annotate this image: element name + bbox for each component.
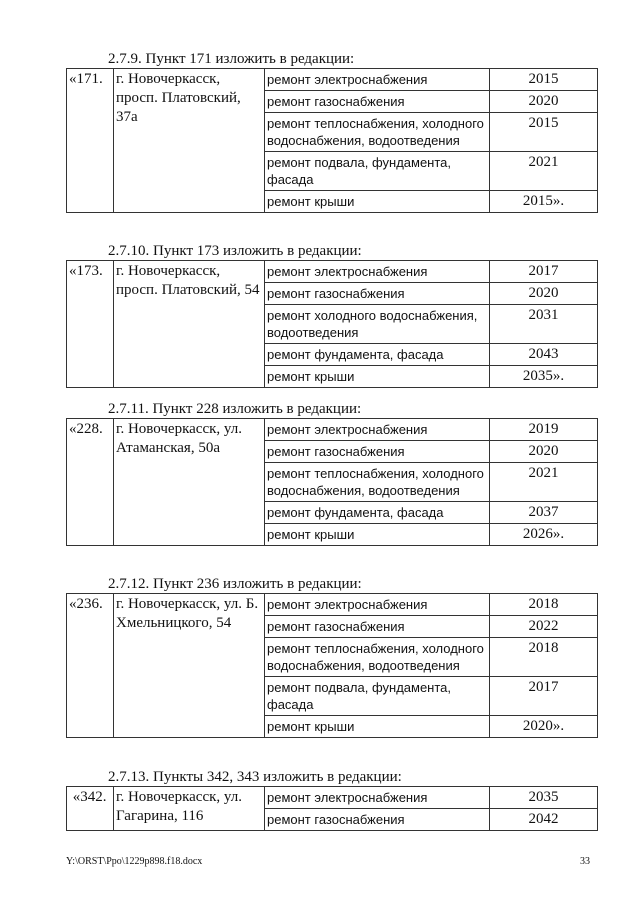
work-cell: ремонт электроснабжения — [265, 787, 490, 809]
work-cell: ремонт крыши — [265, 191, 490, 213]
work-cell: ремонт электроснабжения — [265, 419, 490, 441]
item-address: г. Новочеркасск, просп. Платовский, 37а — [114, 69, 265, 213]
year-cell: 2031 — [490, 305, 598, 344]
work-cell: ремонт газоснабжения — [265, 616, 490, 638]
work-cell: ремонт газоснабжения — [265, 283, 490, 305]
work-cell: ремонт подвала, фундамента, фасада — [265, 152, 490, 191]
work-cell: ремонт электроснабжения — [265, 69, 490, 91]
section-heading: 2.7.11. Пункт 228 изложить в редакции: — [108, 401, 362, 417]
work-cell: ремонт фундамента, фасада — [265, 502, 490, 524]
year-cell: 2015». — [490, 191, 598, 213]
work-cell: ремонт подвала, фундамента, фасада — [265, 677, 490, 716]
item-number: «171. — [67, 69, 114, 213]
section-table-342 — [66, 786, 598, 831]
work-cell: ремонт газоснабжения — [265, 441, 490, 463]
work-cell: ремонт газоснабжения — [265, 91, 490, 113]
section-heading: 2.7.13. Пункты 342, 343 изложить в редакции: — [108, 769, 402, 785]
year-cell: 2043 — [490, 344, 598, 366]
item-address: г. Новочеркасск, ул. Б. Хмельницкого, 54 — [114, 594, 265, 738]
work-cell: ремонт крыши — [265, 366, 490, 388]
work-cell: ремонт крыши — [265, 524, 490, 546]
year-cell: 2035». — [490, 366, 598, 388]
year-cell: 2015 — [490, 69, 598, 91]
work-cell: ремонт электроснабжения — [265, 261, 490, 283]
year-cell: 2020 — [490, 91, 598, 113]
year-cell: 2019 — [490, 419, 598, 441]
year-cell: 2021 — [490, 463, 598, 502]
year-cell: 2020 — [490, 283, 598, 305]
year-cell: 2037 — [490, 502, 598, 524]
item-address: г. Новочеркасск, ул. Атаманская, 50а — [114, 419, 265, 546]
work-cell: ремонт теплоснабжения, холодного водоснабжения, водоотведения — [265, 113, 490, 152]
work-cell: ремонт крыши — [265, 716, 490, 738]
year-cell: 2026». — [490, 524, 598, 546]
year-cell: 2015 — [490, 113, 598, 152]
item-number: «342. — [67, 787, 114, 831]
section-table-171 — [66, 68, 598, 213]
section-table-236 — [66, 593, 598, 738]
year-cell: 2020 — [490, 441, 598, 463]
work-cell: ремонт холодного водоснабжения, водоотведения — [265, 305, 490, 344]
year-cell: 2021 — [490, 152, 598, 191]
section-table-228 — [66, 418, 598, 546]
section-heading: 2.7.9. Пункт 171 изложить в редакции: — [108, 51, 355, 67]
section-table-173 — [66, 260, 598, 388]
work-cell: ремонт фундамента, фасада — [265, 344, 490, 366]
page-number: 33 — [580, 856, 590, 867]
year-cell: 2020». — [490, 716, 598, 738]
work-cell: ремонт теплоснабжения, холодного водоснабжения, водоотведения — [265, 638, 490, 677]
year-cell: 2018 — [490, 594, 598, 616]
item-number: «173. — [67, 261, 114, 388]
work-cell: ремонт газоснабжения — [265, 809, 490, 831]
item-number: «236. — [67, 594, 114, 738]
item-number: «228. — [67, 419, 114, 546]
year-cell: 2017 — [490, 261, 598, 283]
work-cell: ремонт теплоснабжения, холодного водоснабжения, водоотведения — [265, 463, 490, 502]
item-address: г. Новочеркасск, просп. Платовский, 54 — [114, 261, 265, 388]
work-cell: ремонт электроснабжения — [265, 594, 490, 616]
year-cell: 2018 — [490, 638, 598, 677]
footer-file-path: Y:\ORST\Ppo\1229p898.f18.docx — [66, 856, 203, 867]
year-cell: 2042 — [490, 809, 598, 831]
year-cell: 2017 — [490, 677, 598, 716]
section-heading: 2.7.12. Пункт 236 изложить в редакции: — [108, 576, 362, 592]
year-cell: 2022 — [490, 616, 598, 638]
year-cell: 2035 — [490, 787, 598, 809]
item-address: г. Новочеркасск, ул. Гагарина, 116 — [114, 787, 265, 831]
section-heading: 2.7.10. Пункт 173 изложить в редакции: — [108, 243, 362, 259]
